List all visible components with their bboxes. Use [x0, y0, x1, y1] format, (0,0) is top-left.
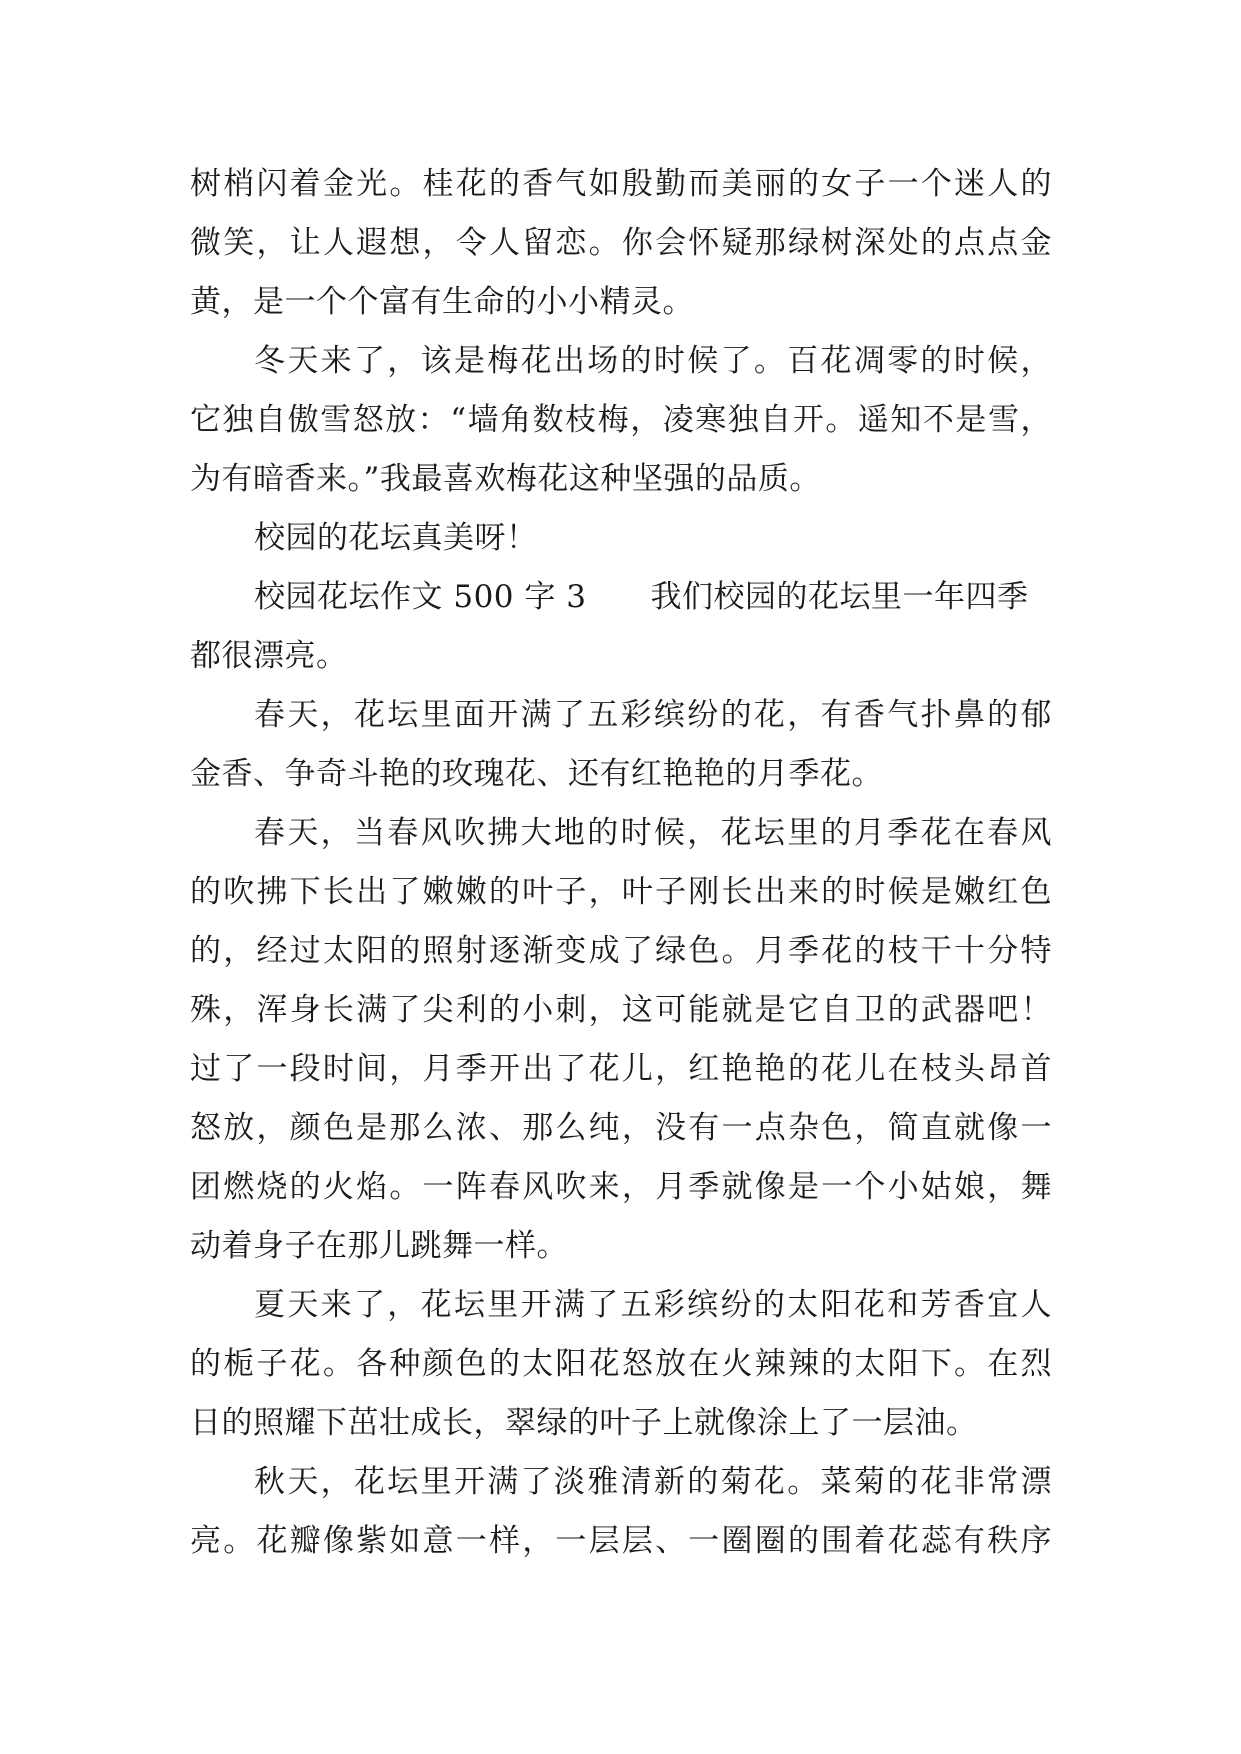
- text-line: 微笑，让人遐想，令人留恋。你会怀疑那绿树深处的点点金: [190, 225, 1052, 261]
- text-line: 的栀子花。各种颜色的太阳花怒放在火辣辣的太阳下。在烈: [190, 1346, 1052, 1382]
- text-line: 春天，当春风吹拂大地的时候，花坛里的月季花在春风: [254, 815, 1052, 851]
- text-line: 的，经过太阳的照射逐渐变成了绿色。月季花的枝干十分特: [190, 933, 1052, 969]
- text-line: 日的照耀下茁壮成长，翠绿的叶子上就像涂上了一层油。: [190, 1405, 978, 1441]
- text-line: 春天，花坛里面开满了五彩缤纷的花，有香气扑鼻的郁: [254, 697, 1052, 733]
- text-line: 为有暗香来。”我最喜欢梅花这种坚强的品质。: [190, 461, 821, 497]
- text-line: 金香、争奇斗艳的玫瑰花、还有红艳艳的月季花。: [190, 756, 883, 792]
- text-line: 夏天来了，花坛里开满了五彩缤纷的太阳花和芳香宜人: [254, 1287, 1052, 1323]
- text-line: 树梢闪着金光。桂花的香气如殷勤而美丽的女子一个迷人的: [190, 166, 1052, 202]
- text-line: 过了一段时间，月季开出了花儿，红艳艳的花儿在枝头昂首: [190, 1051, 1052, 1087]
- essay-title: 校园花坛作文 500 字 3: [254, 579, 587, 615]
- text-line: 动着身子在那儿跳舞一样。: [190, 1228, 568, 1264]
- text-line: 黄，是一个个富有生命的小小精灵。: [190, 284, 694, 320]
- text-line: 秋天，花坛里开满了淡雅清新的菊花。菜菊的花非常漂: [254, 1464, 1052, 1500]
- text-line: 的吹拂下长出了嫩嫩的叶子，叶子刚长出来的时候是嫩红色: [190, 874, 1052, 910]
- text-line: 都很漂亮。: [190, 638, 348, 674]
- text-line: 校园的花坛真美呀！: [254, 520, 538, 556]
- text-line: 团燃烧的火焰。一阵春风吹来，月季就像是一个小姑娘，舞: [190, 1169, 1052, 1205]
- text-line: 它独自傲雪怒放：“墙角数枝梅，凌寒独自开。遥知不是雪，: [190, 402, 1052, 438]
- text-line: [190, 568, 1052, 627]
- text-line: 殊，浑身长满了尖利的小刺，这可能就是它自卫的武器吧！: [190, 992, 1052, 1028]
- text-line: 亮。花瓣像紫如意一样，一层层、一圈圈的围着花蕊有秩序: [190, 1523, 1052, 1559]
- essay-first-sentence: 我们校园的花坛里一年四季: [650, 579, 1029, 615]
- document-page: [190, 155, 1052, 1571]
- text-line: 怒放，颜色是那么浓、那么纯，没有一点杂色，简直就像一: [190, 1110, 1052, 1146]
- text-line: 冬天来了，该是梅花出场的时候了。百花凋零的时候，: [254, 343, 1052, 379]
